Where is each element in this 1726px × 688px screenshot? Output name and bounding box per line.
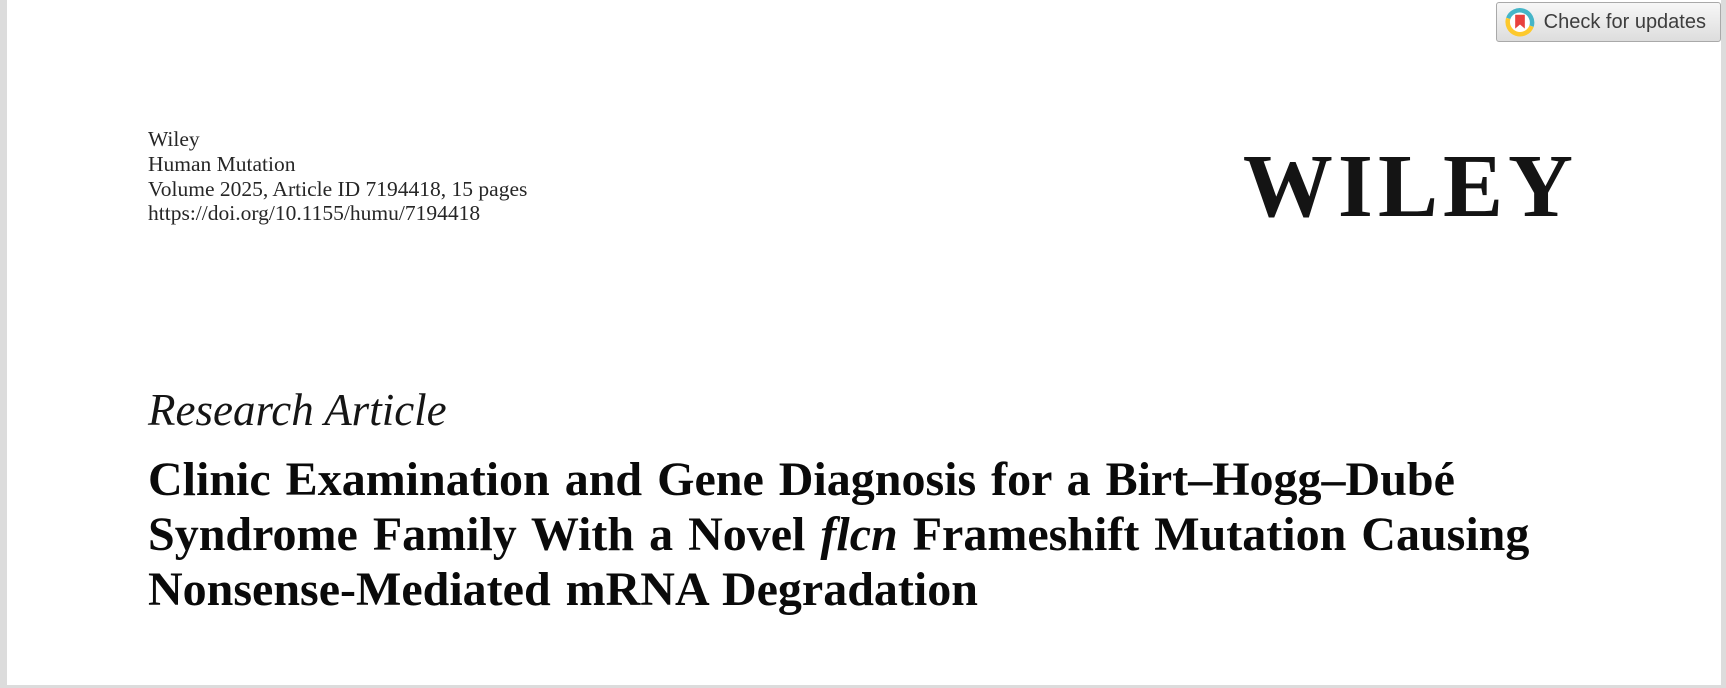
journal-name: Human Mutation — [148, 151, 296, 176]
article-title-line: Nonsense-Mediated mRNA Degradation — [148, 563, 978, 616]
publisher-name: Wiley — [148, 127, 200, 151]
article-type-heading: Research Article — [148, 385, 447, 435]
article-title-line: Syndrome Family With a Novel flcn Frameshift Mutation Causing — [148, 508, 1530, 561]
viewer-gutter-left — [0, 0, 7, 688]
doi-link[interactable]: https://doi.org/10.1155/humu/7194418 — [148, 201, 481, 226]
crossmark-icon — [1505, 7, 1535, 37]
article-title — [148, 452, 1598, 617]
check-for-updates-button[interactable] — [1496, 2, 1721, 42]
viewer-gutter-right — [1721, 0, 1726, 688]
volume-article-id: Volume 2025, Article ID 7194418, 15 pages — [148, 176, 528, 201]
wiley-logo: WILEY — [1242, 137, 1578, 236]
citation-block — [148, 127, 527, 226]
check-for-updates-label: Check for updates — [1543, 10, 1706, 33]
article-title-line: Clinic Examination and Gene Diagnosis for a Birt–Hogg–Dubé — [148, 453, 1455, 506]
